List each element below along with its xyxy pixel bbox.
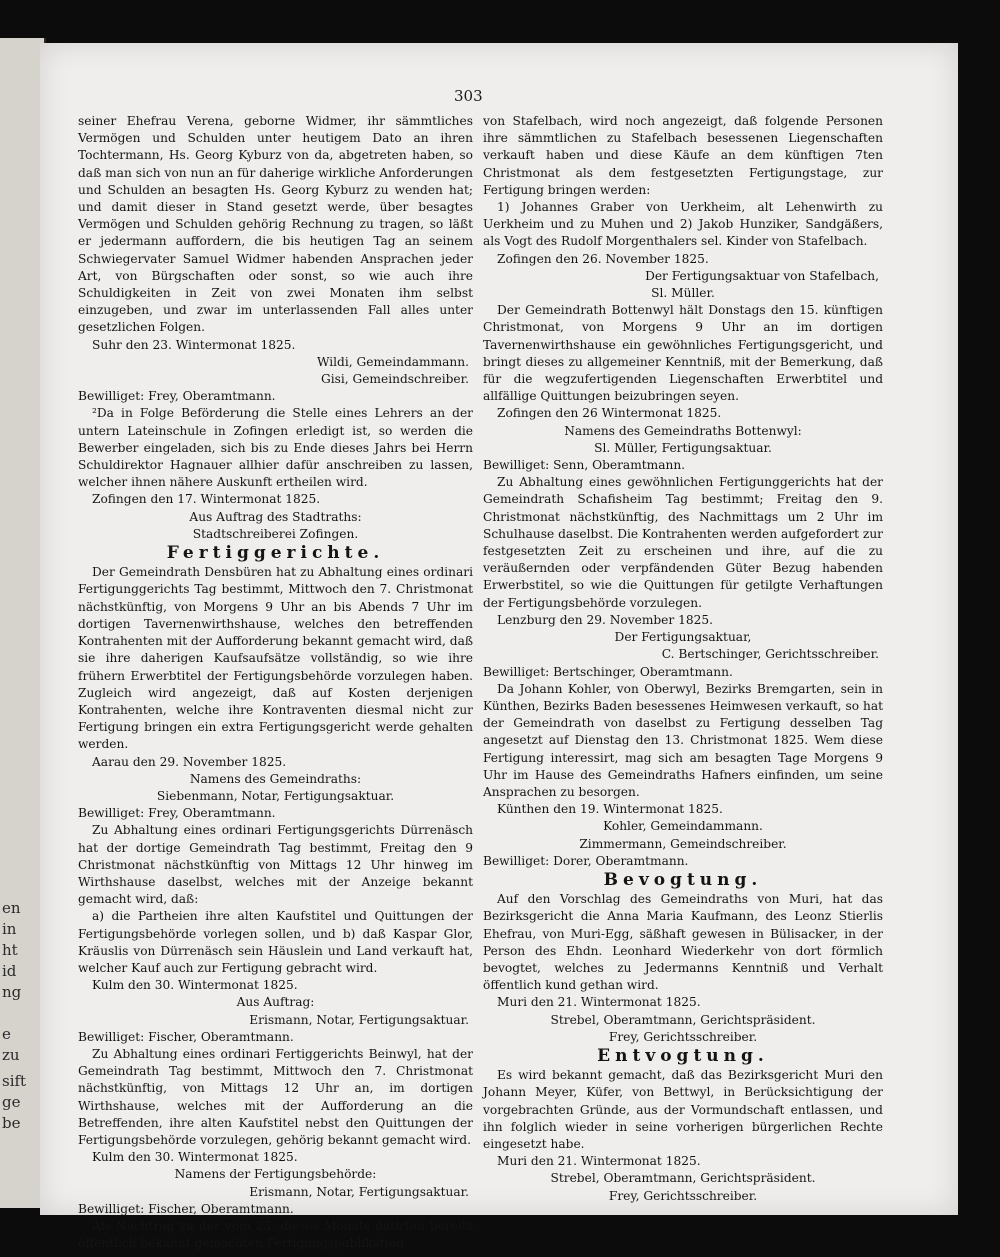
- approval-line: Bewilliget: Bertschinger, Oberamtmann.: [483, 664, 733, 679]
- notice-date: Zofingen den 26. November 1825.: [497, 251, 709, 266]
- notice-signature: Stadtschreiberei Zofingen.: [192, 526, 359, 541]
- notice-paragraph: von Stafelbach, wird noch angezeigt, daß folgende Personen ihre sämmtlichen zu Stafelbach besessenen Liegenschaften verkauft haben und diese Käufe an dem künftigen 7ten Christmonat als dem festgesetzten Fertigungstage, zur Fertigung bringen werden:: [483, 114, 883, 197]
- notice-date: Muri den 21. Wintermonat 1825.: [497, 1154, 701, 1169]
- section-heading: Fertiggerichte.: [166, 543, 385, 564]
- notice-signature: Namens des Gemeindraths Bottenwyl:: [564, 423, 802, 438]
- notice-paragraph: Zu Abhaltung eines gewöhnlichen Fertigunggerichts hat der Gemeindrath Schafisheim Tag bestimmt; Freitag den 9. Christmonat nächstkünftig, des Nachmittags um 2 Uhr im Schulhause daselbst. Die Kontrahenten werden aufgefordert zur festgesetzten Zeit zu erscheinen und ihre, auf die zu veräußernden oder verpfändenden Güter Bezug habenden Erwerbstitel, so wie die Quittungen für getilgte Verhaftungen der Fertigungsbehörde vorzulegen.: [483, 475, 883, 610]
- notice-paragraph: Der Gemeindrath Bottenwyl hält Donstags den 15. künftigen Christmonat, von Morgens 9 Uhr an im dortigen Tavernenwirthshause ein gewöhnliches Fertigungsgericht, und bringt dieses zu allgemeiner Kenntniß, mit der Bemerkung, daß für die wegzufertigenden Liegenschaften Erwerbtitel und allfällige Quittungen beizubringen seyen.: [483, 303, 883, 404]
- notice-signature: Namens der Fertigungsbehörde:: [174, 1167, 377, 1182]
- notice-signature: C. Bertschinger, Gerichtsschreiber.: [661, 647, 879, 662]
- notice-date: Muri den 21. Wintermonat 1825.: [497, 995, 701, 1010]
- approval-line: Bewilliget: Frey, Oberamtmann.: [78, 389, 276, 404]
- right-column: [483, 113, 883, 1205]
- section-heading: Bevogtung.: [603, 869, 763, 890]
- notice-signature: Siebenmann, Notar, Fertigungsaktuar.: [156, 788, 395, 803]
- left-column: [78, 113, 473, 1252]
- notice-signature: Strebel, Oberamtmann, Gerichtspräsident.: [550, 1012, 816, 1027]
- notice-date: Zofingen den 17. Wintermonat 1825.: [92, 492, 321, 507]
- notice-date: Aarau den 29. November 1825.: [92, 754, 287, 769]
- notice-signature: Sl. Müller.: [651, 286, 715, 301]
- notice-signature: Kohler, Gemeindammann.: [603, 819, 763, 834]
- notice-signature: Erismann, Notar, Fertigungsaktuar.: [249, 1012, 469, 1027]
- notice-signature: Strebel, Oberamtmann, Gerichtspräsident.: [550, 1171, 816, 1186]
- notice-paragraph: Es wird bekannt gemacht, daß das Bezirksgericht Muri den Johann Meyer, Küfer, von Bettwyl, in Berücksichtigung der vorgebrachten Gründe, aus der Vormundschaft entlassen, und ihn folglich wieder in seine vorherigen bürgerlichen Rechte eingesetzt habe.: [483, 1068, 883, 1151]
- newspaper-page: [40, 43, 958, 1251]
- prev-page-fragment: ge: [2, 1093, 21, 1111]
- approval-line: Bewilliget: Fischer, Oberamtmann.: [78, 1201, 294, 1216]
- approval-line: Bewilliget: Fischer, Oberamtmann.: [78, 1029, 294, 1044]
- notice-paragraph: seiner Ehefrau Verena, geborne Widmer, ihr sämmtliches Vermögen und Schulden unter heutigem Dato an ihren Tochtermann, Hs. Georg Kyburz von da, abgetreten haben, so daß man sich von nun an für daherige wirkliche Anforderungen und Schulden an besagten Hs. Georg Kyburz zu wenden hat; und damit dieser in Stand gesetzt werde, über besagtes Vermögen und Schulden gehörig Rechnung zu tragen, so läßt er jedermann auffordern, die bis heutigen Tag an seinem Schwiegervater Samuel Widmer habenden Ansprachen jeder Art, von Bürgschaften oder sonst, so wie auch ihre Schuldigkeiten in Zeit von zwei Monaten ihm selbst einzugeben, und zwar im unterlassenden Fall alles unter gesetzlichen Folgen.: [78, 114, 473, 335]
- notice-list: 1) Johannes Graber von Uerkheim, alt Lehenwirth zu Uerkheim und zu Muhen und 2) Jakob Hunziker, Sandgäßers, als Vogt des Rudolf Morgenthalers sel. Kinder von Stafelbach.: [483, 200, 883, 249]
- notice-paragraph: Zu Abhaltung eines ordinari Fertigungsgerichts Dürrenäsch hat der dortige Gemeindrath Tag bestimmt, Freitag den 9 Christmonat nächstkünftig von Mittags 12 Uhr hinweg im Wirthshause daselbst, welches mit der Anzeige bekannt gemacht wird, daß:: [78, 823, 473, 907]
- notice-paragraph: Der Gemeindrath Densbüren hat zu Abhaltung eines ordinari Fertigunggerichts Tag bestimmt, Mittwoch den 7. Christmonat nächstkünftig, von Morgens 9 Uhr an bis Abends 7 Uhr im dortigen Tavernenwirthshause, welches den betreffenden Kontrahenten mit der Aufforderung bekannt gemacht wird, daß sie ihre daherigen Kaufsaufsätze vollständig, so wie ihre frühern Erwerbtitel der Fertigungsbehörde vorzulegen haben. Zugleich wird angezeigt, daß auf Kosten derjenigen Kontrahenten, welche ihre Kontraventen diesmal nicht zur Fertigung bringen ein extra Fertigungsgericht werde gehalten werden.: [78, 565, 473, 752]
- prev-page-fragment: sift: [2, 1072, 27, 1090]
- notice-signature: Aus Auftrag:: [236, 995, 315, 1010]
- approval-line: Bewilliget: Senn, Oberamtmann.: [483, 458, 686, 473]
- notice-signature: Frey, Gerichtsschreiber.: [608, 1188, 758, 1203]
- notice-paragraph: Auf den Vorschlag des Gemeindraths von Muri, hat das Bezirksgericht die Anna Maria Kaufmann, des Leonz Stierlis Ehefrau, von Muri-Egg, säßhaft gewesen in Bülisacker, in der Person des Ehdn. Leonhard Wiederkehr von dort förmlich bevogtet, welches zu Jedermanns Kenntniß und Verhalt öffentlich kund gethan wird.: [483, 892, 883, 993]
- notice-signature: Wildi, Gemeindammann.: [316, 354, 469, 369]
- notice-signature: Erismann, Notar, Fertigungsaktuar.: [249, 1184, 469, 1199]
- notice-signature: Zimmermann, Gemeindschreiber.: [579, 836, 787, 851]
- notice-date: Kulm den 30. Wintermonat 1825.: [92, 1150, 298, 1165]
- notice-date: Zofingen den 26 Wintermonat 1825.: [497, 406, 722, 421]
- prev-page-fragment: be: [2, 1114, 21, 1132]
- notice-signature: Namens des Gemeindraths:: [189, 771, 362, 786]
- approval-line: Bewilliget: Frey, Oberamtmann.: [78, 806, 276, 821]
- prev-page-fragment: in: [2, 920, 17, 938]
- notice-paragraph: Zu Abhaltung eines ordinari Fertiggerichts Beinwyl, hat der Gemeindrath Tag bestimmt, Mittwoch den 7. Christmonat nächstkünftig, von Mittags 12 Uhr an, im dortigen Wirthshause, welches mit der Aufforderung an die Betreffenden, ihre alten Kaufstitel nebst den Quittungen der Fertigungsbehörde vorzulegen, gehörig bekannt gemacht wird.: [78, 1046, 473, 1147]
- notice-paragraph: Als Nachtrag zu der vom 23. dieses Monats datirten bereits öffentlich bekannt gemachten Fertigungspublikation: [78, 1219, 473, 1251]
- prev-page-fragment: id: [2, 962, 17, 980]
- approval-line: Bewilliget: Dorer, Oberamtmann.: [483, 853, 689, 868]
- notice-paragraph: Da Johann Kohler, von Oberwyl, Bezirks Bremgarten, sein in Künthen, Bezirks Baden besessenes Heimwesen verkauft, so hat der Gemeindrath von daselbst zu Fertigung desselben Tag angesetzt auf Dienstag den 13. Christmonat 1825. Wem diese Fertigung interessirt, mag sich am besagten Tage Morgens 9 Uhr im Hause des Gemeindraths Hafners einfinden, um seine Ansprachen zu besorgen.: [483, 681, 883, 799]
- notice-list: a) die Partheien ihre alten Kaufstitel und Quittungen der Fertigungsbehörde vorlegen sollen, und b) daß Kaspar Glor, Kräuslis von Dürrenäsch sein Häuslein und Land verkauft hat, welcher Kauf auch zur Fertigung gebracht wird.: [78, 909, 473, 975]
- notice-date: Kulm den 30. Wintermonat 1825.: [92, 978, 298, 993]
- page-number: 303: [454, 87, 483, 105]
- section-heading: Entvogtung.: [597, 1045, 769, 1066]
- notice-signature: Der Fertigungsaktuar,: [614, 630, 752, 645]
- notice-date: Künthen den 19. Wintermonat 1825.: [497, 802, 723, 817]
- prev-page-fragment: e: [2, 1025, 11, 1043]
- notice-date: Lenzburg den 29. November 1825.: [497, 612, 713, 627]
- prev-page-fragment: ng: [2, 983, 22, 1001]
- prev-page-fragment: ht: [2, 941, 18, 959]
- prev-page-fragment: en: [2, 899, 21, 917]
- notice-signature: Aus Auftrag des Stadtraths:: [189, 509, 362, 524]
- notice-signature: Sl. Müller, Fertigungsaktuar.: [594, 440, 772, 455]
- prev-page-fragment: zu: [2, 1046, 20, 1064]
- notice-signature: Der Fertigungsaktuar von Stafelbach,: [645, 268, 879, 283]
- notice-date: Suhr den 23. Wintermonat 1825.: [92, 337, 296, 352]
- notice-signature: Frey, Gerichtsschreiber.: [608, 1029, 758, 1044]
- notice-paragraph: ²Da in Folge Beförderung die Stelle eines Lehrers an der untern Lateinschule in Zofingen erledigt ist, so werden die Bewerber eingeladen, sich bis zu Ende dieses Jahrs bei Herrn Schuldirektor Hagnauer allhier dafür anschreiben zu lassen, welcher ihnen nähere Auskunft ertheilen wird.: [78, 406, 473, 490]
- notice-signature: Gisi, Gemeindschreiber.: [320, 372, 469, 387]
